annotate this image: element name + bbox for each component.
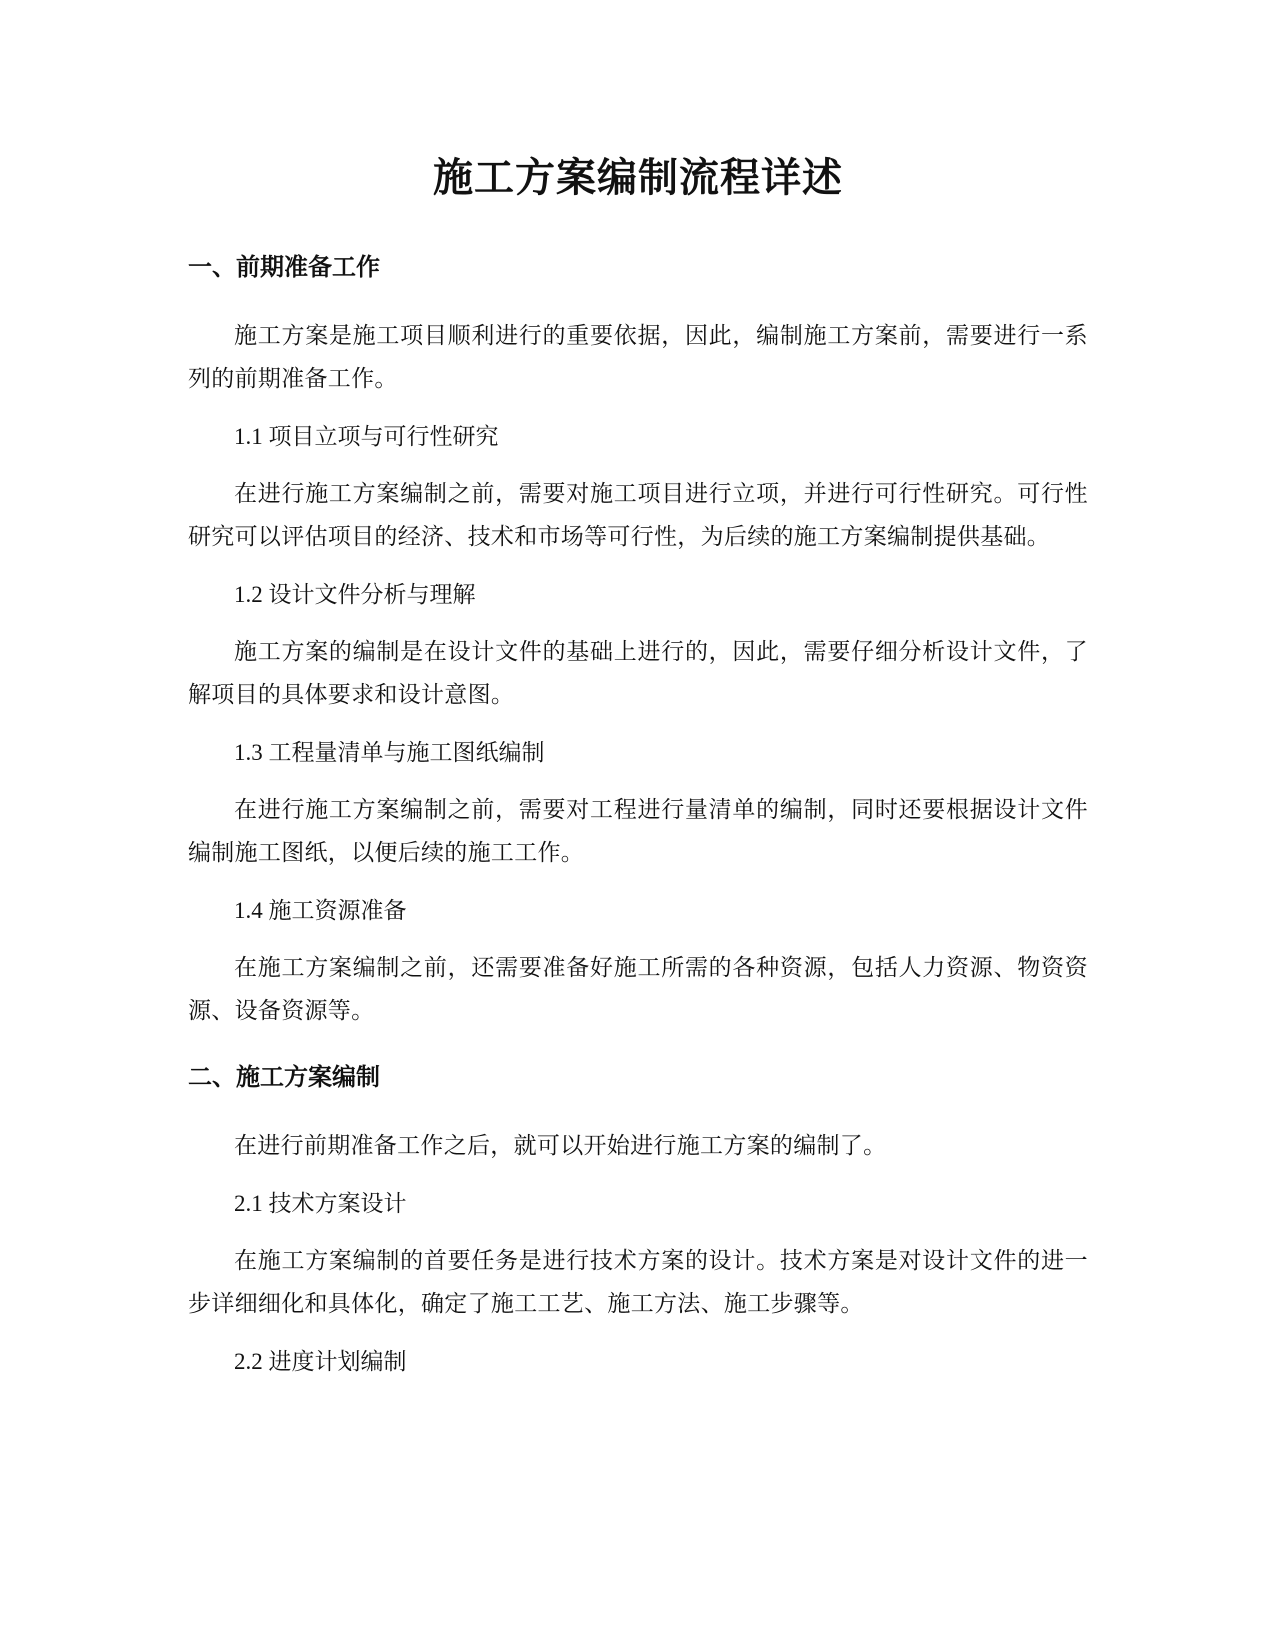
subsection-heading-2-2: 2.2 进度计划编制 — [234, 1349, 407, 1374]
subsection-heading-2-1: 2.1 技术方案设计 — [234, 1191, 407, 1216]
subsection-body-1-1: 在进行施工方案编制之前，需要对施工项目进行立项，并进行可行性研究。可行性研究可以评估项目的经济、技术和市场等可行性，为后续的施工方案编制提供基础。 — [188, 481, 1088, 549]
subsection-heading-1-4: 1.4 施工资源准备 — [234, 898, 407, 923]
subsection-body-1-4: 在施工方案编制之前，还需要准备好施工所需的各种资源，包括人力资源、物资资源、设备资源等。 — [188, 955, 1088, 1023]
section-heading-2: 二、施工方案编制 — [188, 1063, 380, 1091]
subsection-body-2-1: 在施工方案编制的首要任务是进行技术方案的设计。技术方案是对设计文件的进一步详细细化和具体化，确定了施工工艺、施工方法、施工步骤等。 — [188, 1248, 1088, 1316]
section-2-intro: 在进行前期准备工作之后，就可以开始进行施工方案的编制了。 — [234, 1133, 887, 1158]
subsection-heading-1-1: 1.1 项目立项与可行性研究 — [234, 424, 499, 449]
subsection-body-1-3: 在进行施工方案编制之前，需要对工程进行量清单的编制，同时还要根据设计文件编制施工图纸，以便后续的施工工作。 — [188, 797, 1088, 865]
section-1-intro: 施工方案是施工项目顺利进行的重要依据，因此，编制施工方案前，需要进行一系列的前期准备工作。 — [188, 323, 1088, 391]
subsection-heading-1-3: 1.3 工程量清单与施工图纸编制 — [234, 740, 545, 765]
document-content — [188, 150, 1088, 1379]
subsection-body-1-2: 施工方案的编制是在设计文件的基础上进行的，因此，需要仔细分析设计文件，了解项目的具体要求和设计意图。 — [188, 639, 1088, 707]
section-heading-1: 一、前期准备工作 — [188, 253, 380, 281]
subsection-heading-1-2: 1.2 设计文件分析与理解 — [234, 582, 476, 607]
document-title: 施工方案编制流程详述 — [433, 155, 843, 201]
